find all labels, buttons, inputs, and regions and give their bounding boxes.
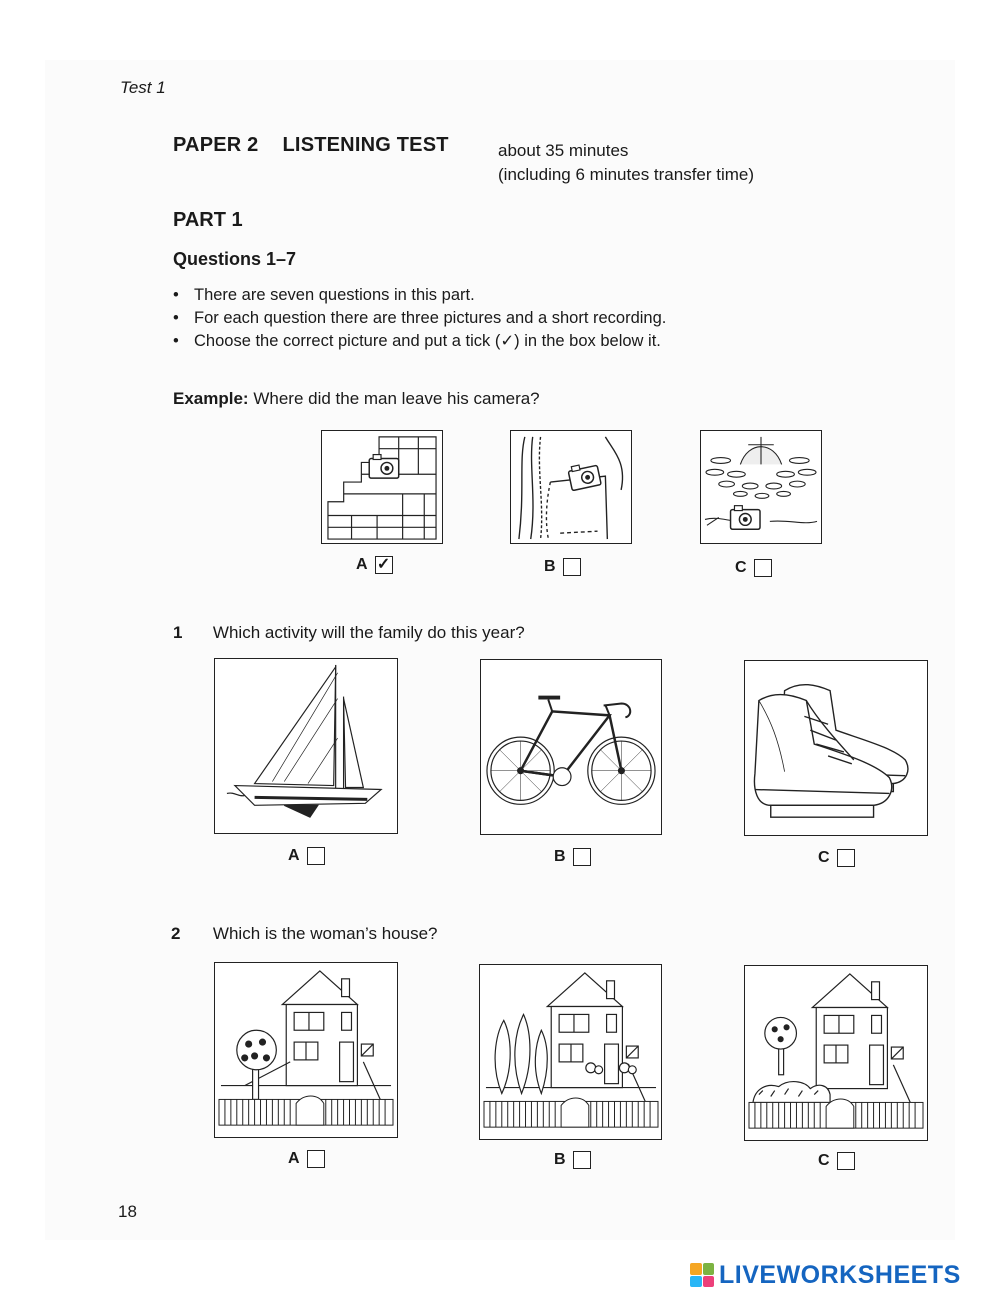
question-number: 1 bbox=[173, 623, 183, 642]
question-number: 2 bbox=[171, 924, 181, 943]
answer-checkbox[interactable] bbox=[573, 1151, 591, 1169]
paper-title: LISTENING TEST bbox=[282, 134, 449, 156]
answer-checkbox[interactable] bbox=[307, 1150, 325, 1168]
option-letter: C bbox=[818, 1152, 830, 1169]
running-title: Test 1 bbox=[120, 78, 166, 97]
part-title: PART 1 bbox=[173, 209, 243, 231]
example-option-a bbox=[356, 556, 393, 574]
question-text: Which activity will the family do this year? bbox=[212, 623, 525, 642]
example-picture-c bbox=[700, 430, 822, 544]
sailing-boat-illustration bbox=[215, 659, 397, 833]
option-letter: A bbox=[356, 556, 368, 573]
option-letter: B bbox=[554, 1151, 566, 1168]
q2-picture-b bbox=[479, 964, 662, 1140]
liveworksheets-mark-icon bbox=[690, 1263, 714, 1287]
option-letter: B bbox=[554, 848, 566, 865]
walking-boots-illustration bbox=[745, 661, 927, 835]
camera-icon bbox=[731, 506, 760, 530]
example-picture-b bbox=[510, 430, 632, 544]
camera-in-pocket-illustration bbox=[511, 431, 631, 543]
question-1 bbox=[173, 623, 525, 643]
q2-picture-c bbox=[744, 965, 928, 1141]
instruction-item: • For each question there are three pictures and a short recording. bbox=[173, 307, 666, 330]
camera-icon bbox=[369, 455, 398, 479]
instruction-item: • Choose the correct picture and put a tick (✓) in the box below it. bbox=[173, 330, 666, 353]
example-option-c bbox=[735, 559, 772, 577]
brand-name: LIVEWORKSHEETS bbox=[719, 1260, 961, 1289]
q2-option-b bbox=[554, 1151, 591, 1169]
house-with-hedge-illustration bbox=[745, 966, 927, 1140]
camera-near-pond-illustration bbox=[701, 431, 821, 543]
answer-checkbox[interactable] bbox=[573, 848, 591, 866]
example-label: Example: bbox=[173, 389, 249, 408]
house-with-tall-trees-illustration bbox=[480, 965, 661, 1139]
q1-option-a bbox=[288, 847, 325, 865]
option-letter: A bbox=[288, 847, 300, 864]
duration-line-2: (including 6 minutes transfer time) bbox=[498, 165, 755, 184]
answer-checkbox-ticked[interactable]: ✓ bbox=[375, 556, 393, 574]
option-letter: C bbox=[818, 849, 830, 866]
q1-option-c bbox=[818, 849, 855, 867]
option-letter: B bbox=[544, 558, 556, 575]
q1-picture-c bbox=[744, 660, 928, 836]
bicycle-illustration bbox=[481, 660, 661, 834]
duration-line-1: about 35 minutes bbox=[498, 141, 629, 160]
house-with-round-tree-illustration bbox=[215, 963, 397, 1137]
paper-label: PAPER 2 bbox=[173, 134, 259, 156]
paper-heading bbox=[173, 134, 449, 157]
answer-checkbox[interactable] bbox=[307, 847, 325, 865]
example-question-text: Where did the man leave his camera? bbox=[253, 389, 540, 408]
q1-picture-a bbox=[214, 658, 398, 834]
example-picture-a bbox=[321, 430, 443, 544]
example-question bbox=[173, 389, 540, 409]
answer-checkbox[interactable] bbox=[837, 849, 855, 867]
q2-option-a bbox=[288, 1150, 325, 1168]
answer-checkbox[interactable] bbox=[754, 559, 772, 577]
page-number: 18 bbox=[118, 1202, 137, 1221]
questions-heading: Questions 1–7 bbox=[173, 249, 297, 269]
instructions-list bbox=[173, 284, 666, 353]
q2-option-c bbox=[818, 1152, 855, 1170]
question-text: Which is the woman’s house? bbox=[212, 924, 438, 943]
liveworksheets-logo bbox=[690, 1262, 961, 1288]
answer-checkbox[interactable] bbox=[563, 558, 581, 576]
answer-checkbox[interactable] bbox=[837, 1152, 855, 1170]
option-letter: C bbox=[735, 559, 747, 576]
option-letter: A bbox=[288, 1150, 300, 1167]
camera-on-steps-illustration bbox=[322, 431, 442, 543]
question-2 bbox=[171, 924, 438, 944]
paper-duration bbox=[498, 139, 754, 187]
example-option-b bbox=[544, 558, 581, 576]
q1-picture-b bbox=[480, 659, 662, 835]
instruction-item: • There are seven questions in this part. bbox=[173, 284, 666, 307]
q1-option-b bbox=[554, 848, 591, 866]
camera-icon bbox=[567, 461, 601, 490]
q2-picture-a bbox=[214, 962, 398, 1138]
